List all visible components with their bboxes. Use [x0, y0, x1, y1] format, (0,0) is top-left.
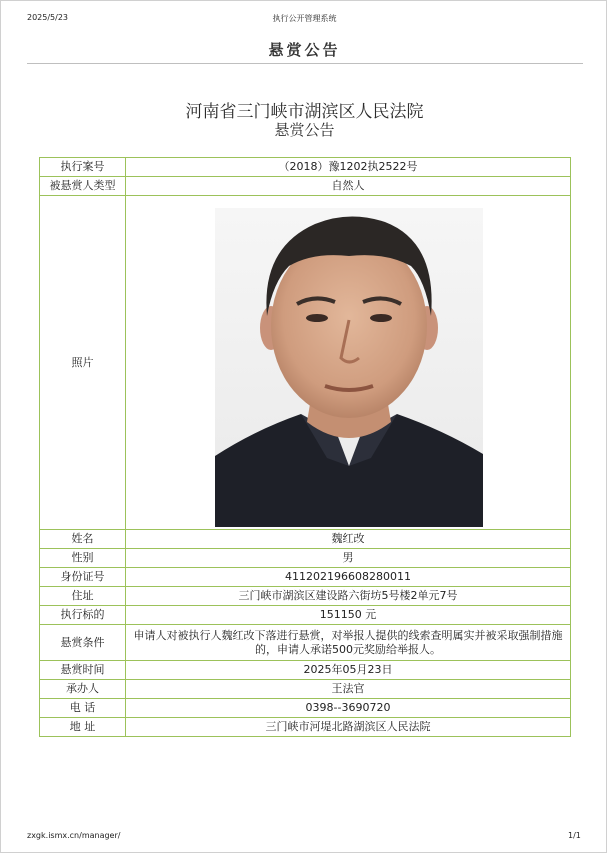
- id-no-value: 411202196608280011: [126, 568, 571, 587]
- page-number: 1/1: [568, 831, 581, 840]
- table-row: [40, 625, 571, 661]
- photo-cell: [126, 196, 571, 530]
- amount-value: 151150 元: [126, 606, 571, 625]
- print-date: 2025/5/23: [27, 13, 69, 22]
- id-no-label: 身份证号: [40, 568, 126, 587]
- table-row: [40, 158, 571, 177]
- court-address-value: 三门峡市河堤北路湖滨区人民法院: [126, 718, 571, 737]
- person-type-label: 被悬赏人类型: [40, 177, 126, 196]
- table-row: [40, 680, 571, 699]
- phone-label: 电 话: [40, 699, 126, 718]
- case-no-value: （2018）豫1202执2522号: [126, 158, 571, 177]
- condition-label: 悬赏条件: [40, 625, 126, 661]
- condition-value: 申请人对被执行人魏红改下落进行悬赏，对举报人提供的线索查明属实并被采取强制措施的，申请人承诺500元奖励给举报人。: [126, 625, 571, 661]
- amount-label: 执行标的: [40, 606, 126, 625]
- person-photo: [215, 208, 483, 527]
- table-row: [40, 568, 571, 587]
- address-label: 住址: [40, 587, 126, 606]
- gender-label: 性别: [40, 549, 126, 568]
- name-value: 魏红改: [126, 530, 571, 549]
- court-address-label: 地 址: [40, 718, 126, 737]
- table-row: [40, 661, 571, 680]
- table-row: [40, 530, 571, 549]
- notice-title: 悬赏公告: [274, 121, 335, 139]
- portrait-image: [215, 208, 483, 527]
- page-heading: 悬赏公告: [268, 41, 341, 59]
- person-type-value: 自然人: [126, 177, 571, 196]
- photo-label: 照片: [40, 196, 126, 530]
- handler-value: 王法官: [126, 680, 571, 699]
- table-row: [40, 196, 571, 530]
- time-label: 悬赏时间: [40, 661, 126, 680]
- system-title: 执行公开管理系统: [272, 14, 337, 23]
- case-no-label: 执行案号: [40, 158, 126, 177]
- time-value: 2025年05月23日: [126, 661, 571, 680]
- divider: [27, 63, 583, 64]
- table-row: [40, 549, 571, 568]
- name-label: 姓名: [40, 530, 126, 549]
- address-value: 三门峡市湖滨区建设路六街坊5号楼2单元7号: [126, 587, 571, 606]
- notice-table: [39, 157, 571, 737]
- table-row: [40, 606, 571, 625]
- court-name: 河南省三门峡市湖滨区人民法院: [185, 102, 424, 122]
- gender-value: 男: [126, 549, 571, 568]
- phone-value: 0398--3690720: [126, 699, 571, 718]
- table-row: [40, 587, 571, 606]
- handler-label: 承办人: [40, 680, 126, 699]
- table-row: [40, 718, 571, 737]
- table-row: [40, 699, 571, 718]
- footer-url: zxgk.ismx.cn/manager/: [27, 831, 121, 840]
- table-row: [40, 177, 571, 196]
